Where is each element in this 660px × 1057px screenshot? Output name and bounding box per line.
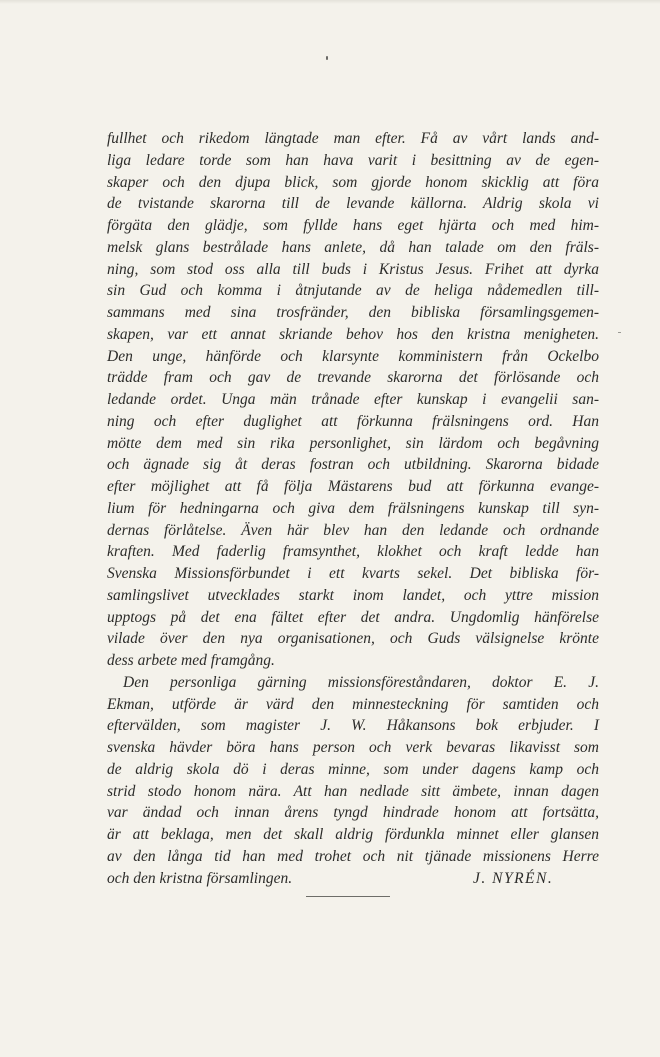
- text-line: skaper och den djupa blick, som gjorde honom skicklig att föra: [107, 173, 599, 191]
- page-mark: [326, 56, 328, 60]
- text-line: var ändad och innan årens tyngd hindrade honom att fortsätta,: [107, 804, 599, 822]
- margin-mark: [618, 332, 621, 333]
- text-line: ledande ordet. Unga män trånade efter kunskap i evangelii san-: [107, 391, 599, 408]
- text-line: Svenska Missionsförbundet i ett kvarts sekel. Det bibliska för-: [107, 565, 599, 582]
- text-line: är att beklaga, men det skall aldrig fördunkla minnet eller glansen: [107, 826, 599, 843]
- text-line: lium för hedningarna och giva dem frälsningens kunskap till syn-: [107, 499, 599, 517]
- text-line: förgäta den glädje, som fyllde hans eget hjärta och med him-: [107, 217, 599, 234]
- text-line: fullhet och rikedom längtade man efter. Få av vårt lands and-: [107, 130, 599, 147]
- text-line: ning, som stod oss alla till buds i Kristus Jesus. Frihet att dyrka: [107, 260, 599, 278]
- text-line: melsk glans bestrålade hans anlete, då han talade om den fräls-: [107, 238, 599, 256]
- paragraph-2: [107, 672, 599, 890]
- paragraph-1: [107, 128, 599, 672]
- closing-text: och den kristna församlingen.: [107, 869, 293, 887]
- text-line: vilade över den nya organisationen, och Guds välsignelse krönte: [107, 630, 599, 648]
- text-line: strid stodo honom nära. Att han nedlade sitt ämbete, innan dagen: [107, 782, 599, 800]
- text-line: de tvistande skarorna till de levande källorna. Aldrig skola vi: [107, 195, 599, 213]
- text-line: liga ledare torde som han hava varit i besittning av de egen-: [107, 151, 599, 169]
- text-line: svenska hävder böra hans person och verk bevaras likavisst som: [107, 739, 599, 756]
- text-line: Den unge, hänförde och klarsynte komministern från Ockelbo: [107, 347, 599, 365]
- text-line: och ägnade sig åt deras fostran och utbildning. Skarorna bidade: [107, 456, 599, 474]
- text-line: sin Gud och komma i åtnjutande av de heliga nådemedlen till-: [107, 282, 599, 300]
- signature: J. NYRÉN.: [473, 869, 554, 887]
- text-line: ning och efter duglighet att förkunna frälsningens ord. Han: [107, 412, 599, 430]
- text-line: upptogs på det ena fältet efter det andra. Ungdomlig hänförelse: [107, 608, 599, 626]
- text-line: dernas förlåtelse. Även här blev han den ledande och ordnande: [107, 521, 599, 539]
- text-line: eftervälden, som magister J. W. Håkansons bok erbjuder. I: [107, 717, 599, 735]
- text-line: av den långa tid han med trohet och nit tjänade missionens Herre: [107, 847, 599, 865]
- text-line: de aldrig skola dö i deras minne, som under dagens kamp och: [107, 760, 599, 778]
- text-line: dess arbete med framgång.: [107, 652, 275, 669]
- closing-rule: [306, 896, 390, 897]
- text-line: Ekman, utförde är värd den minnesteckning för samtiden och: [107, 695, 599, 713]
- closing-line: [107, 868, 599, 890]
- page-top-edge: [0, 0, 660, 4]
- text-line: sammans med sina trosfränder, den bibliska församlingsgemen-: [107, 304, 599, 321]
- text-line: samlingslivet utvecklades starkt inom landet, och yttre mission: [107, 586, 599, 604]
- body-text: [107, 128, 599, 889]
- text-line: skapen, var ett annat skriande behov hos den kristna menigheten.: [107, 325, 599, 343]
- text-line: efter möjlighet att få följa Mästarens bud att förkunna evange-: [107, 478, 599, 495]
- text-line: Den personliga gärning missionsföreståndaren, doktor E. J.: [123, 673, 599, 691]
- text-line: kraften. Med faderlig framsynthet, klokhet och kraft ledde han: [107, 543, 599, 561]
- text-line: trädde fram och gav de trevande skarorna det förlösande och: [107, 369, 599, 387]
- text-line: mötte dem med sin rika personlighet, sin lärdom och begåvning: [107, 434, 599, 452]
